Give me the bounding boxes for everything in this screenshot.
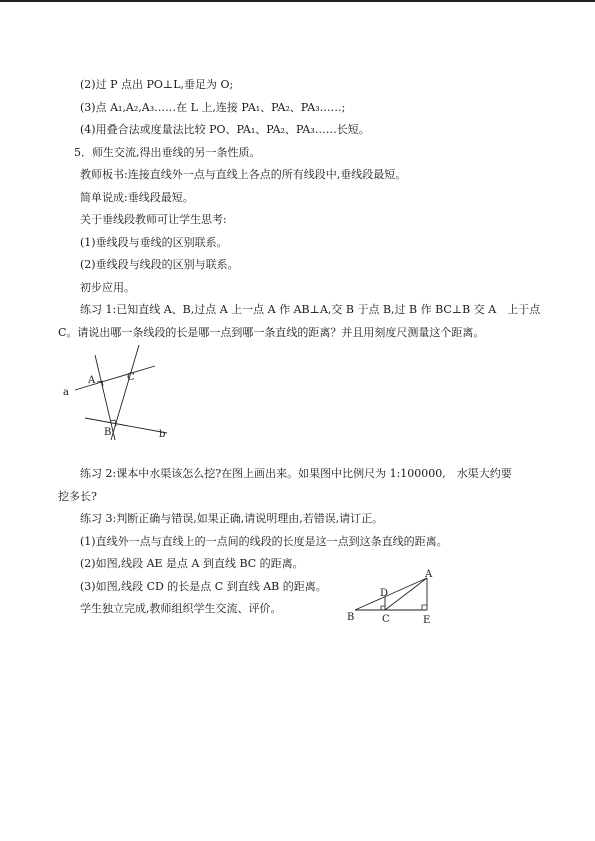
label-B: B bbox=[104, 427, 112, 438]
text-line-14: 挖多长? bbox=[58, 490, 97, 503]
text-line-19: 学生独立完成,教师组织学生交流、评价。 bbox=[80, 602, 282, 615]
label-B: B bbox=[347, 612, 355, 623]
text-line-9: (2)垂线段与线段的区别与联系。 bbox=[80, 258, 239, 271]
line-a bbox=[75, 366, 155, 390]
line-b bbox=[85, 418, 167, 433]
text-line-15: 练习 3:判断正确与错误,如果正确,请说明理由,若错误,请订正。 bbox=[80, 512, 384, 525]
label-C: C bbox=[382, 614, 390, 625]
text-line-6: 简单说成:垂线段最短。 bbox=[80, 191, 194, 204]
text-line-1: (2)过 P 点出 PO⊥L,垂足为 O; bbox=[80, 78, 234, 91]
text-line-13: 练习 2:课本中水渠该怎么挖?在图上画出来。如果图中比例尺为 1:100000, 水渠大约要 bbox=[80, 467, 512, 480]
text-line-4: 5．师生交流,得出垂线的另一条性质。 bbox=[74, 146, 261, 159]
label-D: D bbox=[380, 588, 389, 599]
label-E: E bbox=[423, 615, 431, 626]
text-line-10: 初步应用。 bbox=[80, 281, 135, 294]
text-line-11: 练习 1:已知直线 A、B,过点 A 上一点 A 作 AB⊥A,交 B 于点 B,过 B 作 BC⊥B 交 A 上于点 bbox=[80, 303, 541, 316]
label-b: b bbox=[159, 429, 166, 440]
label-A: A bbox=[425, 569, 433, 580]
text-line-7: 关于垂线段教师可让学生思考: bbox=[80, 213, 227, 226]
text-line-12: C。请说出哪一条线段的长是哪一点到哪一条直线的距离？并且用刻度尺测量这个距离。 bbox=[58, 326, 485, 339]
top-rule bbox=[0, 0, 595, 2]
right-angle-mark-E bbox=[422, 605, 427, 610]
label-C: C bbox=[127, 372, 135, 383]
right-angle-mark-D bbox=[381, 606, 385, 610]
figure-perpendicular-lines bbox=[55, 340, 175, 445]
text-line-8: (1)垂线段与垂线的区别联系。 bbox=[80, 236, 228, 249]
text-line-16: (1)直线外一点与直线上的一点间的线段的长度是这一点到这条直线的距离。 bbox=[80, 535, 448, 548]
figure-triangle bbox=[345, 568, 445, 626]
text-line-2: (3)点 A₁,A₂,A₃……在 L 上,连接 PA₁、PA₂、PA₃……; bbox=[80, 101, 346, 114]
text-line-18: (3)如图,线段 CD 的长是点 C 到直线 AB 的距离。 bbox=[80, 580, 327, 593]
text-line-3: (4)用叠合法或度量法比较 PO、PA₁、PA₂、PA₃……长短。 bbox=[80, 123, 370, 136]
text-line-5: 教师板书:连接直线外一点与直线上各点的所有线段中,垂线段最短。 bbox=[80, 168, 407, 181]
label-a: a bbox=[63, 387, 69, 398]
text-line-17: (2)如图,线段 AE 是点 A 到直线 BC 的距离。 bbox=[80, 557, 304, 570]
label-A: A bbox=[88, 375, 96, 386]
